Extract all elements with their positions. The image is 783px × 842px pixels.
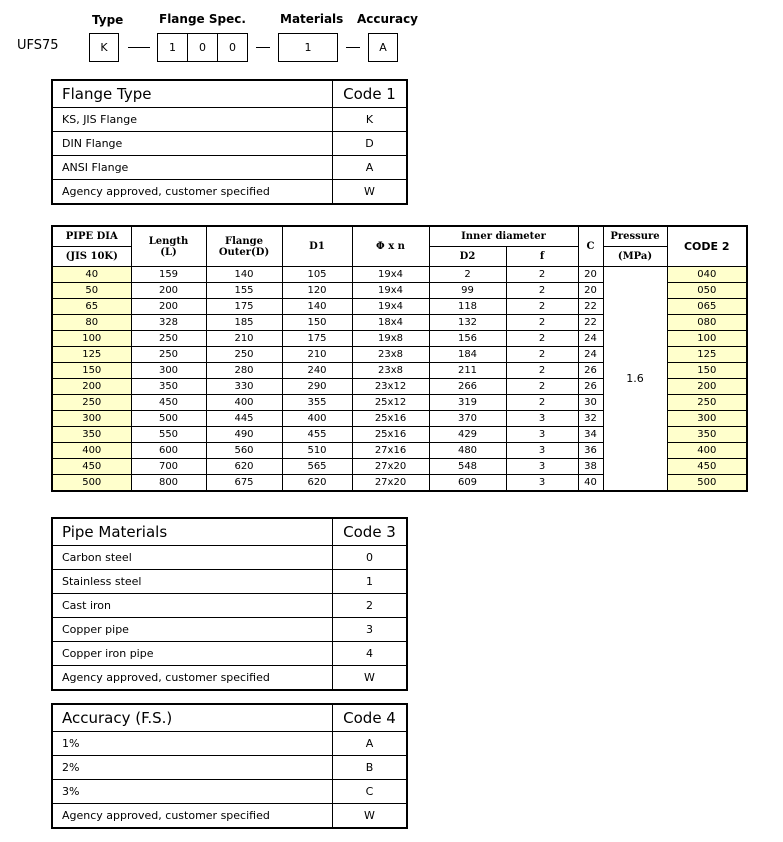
code2-cell: 100: [667, 331, 747, 347]
inner-diameter-header: Inner diameter: [429, 226, 578, 247]
code2-cell: 080: [667, 315, 747, 331]
code4-header: Code 4: [333, 704, 408, 732]
d1-cell: 565: [282, 459, 352, 475]
c-cell: 20: [578, 267, 603, 283]
pipe-dia-cell: 400: [52, 443, 131, 459]
pipe-dia-cell: 50: [52, 283, 131, 299]
phi-n-cell: 27x20: [352, 475, 429, 492]
code2-cell: 250: [667, 395, 747, 411]
c-cell: 24: [578, 347, 603, 363]
table-row: [52, 756, 407, 780]
flange-outer-cell: 675: [206, 475, 282, 492]
length-cell: 600: [131, 443, 206, 459]
c-cell: 32: [578, 411, 603, 427]
length-cell: 800: [131, 475, 206, 492]
row-code: A: [333, 156, 408, 180]
flange-spec-digit: 0: [187, 34, 217, 61]
spec-header-row: [52, 226, 747, 247]
flange-spec-code-box: [157, 33, 248, 62]
c-cell: 40: [578, 475, 603, 492]
flange-outer-cell: 280: [206, 363, 282, 379]
pipe-dia-cell: 500: [52, 475, 131, 492]
table-row: [52, 732, 407, 756]
f-cell: 3: [506, 443, 578, 459]
d2-cell: 211: [429, 363, 506, 379]
length-cell: 700: [131, 459, 206, 475]
row-label: Copper pipe: [52, 618, 333, 642]
pressure-cell: 1.6: [603, 267, 667, 492]
row-label: Cast iron: [52, 594, 333, 618]
pressure-header: Pressure: [603, 226, 667, 247]
d1-cell: 210: [282, 347, 352, 363]
f-cell: 2: [506, 379, 578, 395]
flange-type-table: [51, 79, 408, 205]
table-row: [52, 642, 407, 666]
phi-n-cell: 19x4: [352, 283, 429, 299]
row-label: 3%: [52, 780, 333, 804]
flange-outer-header: Flange Outer(D): [206, 226, 282, 267]
d2-cell: 319: [429, 395, 506, 411]
d1-cell: 510: [282, 443, 352, 459]
d1-header: D1: [282, 226, 352, 267]
table-row: [52, 108, 407, 132]
d1-cell: 290: [282, 379, 352, 395]
length-cell: 300: [131, 363, 206, 379]
flange-outer-cell: 330: [206, 379, 282, 395]
flange-outer-cell: 140: [206, 267, 282, 283]
c-header: C: [578, 226, 603, 267]
f-cell: 2: [506, 315, 578, 331]
flange-outer-cell: 185: [206, 315, 282, 331]
f-cell: 3: [506, 475, 578, 492]
length-cell: 328: [131, 315, 206, 331]
d2-cell: 118: [429, 299, 506, 315]
row-code: C: [333, 780, 408, 804]
d1-cell: 355: [282, 395, 352, 411]
row-label: DIN Flange: [52, 132, 333, 156]
accuracy-code-value: A: [379, 41, 387, 54]
table-row: [52, 267, 747, 283]
accuracy-label: Accuracy: [357, 12, 419, 26]
code2-cell: 400: [667, 443, 747, 459]
pipe-dia-header: PIPE DIA: [52, 226, 131, 247]
row-code: 3: [333, 618, 408, 642]
f-header: f: [506, 247, 578, 267]
table-row: [52, 618, 407, 642]
code2-cell: 050: [667, 283, 747, 299]
c-cell: 24: [578, 331, 603, 347]
pipe-dia-cell: 80: [52, 315, 131, 331]
accuracy-header: Accuracy (F.S.): [52, 704, 333, 732]
d1-cell: 400: [282, 411, 352, 427]
accuracy-table: [51, 703, 408, 829]
flange-outer-cell: 490: [206, 427, 282, 443]
length-cell: 450: [131, 395, 206, 411]
table-row: [52, 780, 407, 804]
phi-n-cell: 27x20: [352, 459, 429, 475]
table-row: [52, 546, 407, 570]
phi-n-cell: 25x12: [352, 395, 429, 411]
row-label: ANSI Flange: [52, 156, 333, 180]
length-cell: 500: [131, 411, 206, 427]
f-cell: 3: [506, 411, 578, 427]
phi-n-cell: 19x4: [352, 267, 429, 283]
d2-cell: 480: [429, 443, 506, 459]
c-cell: 26: [578, 379, 603, 395]
pipe-dia-cell: 200: [52, 379, 131, 395]
c-cell: 22: [578, 315, 603, 331]
code2-cell: 500: [667, 475, 747, 492]
row-code: K: [333, 108, 408, 132]
pipe-dia-cell: 40: [52, 267, 131, 283]
phi-n-cell: 19x4: [352, 299, 429, 315]
d2-cell: 266: [429, 379, 506, 395]
f-cell: 3: [506, 427, 578, 443]
code2-header: CODE 2: [667, 226, 747, 267]
table-header-row: [52, 80, 407, 108]
d2-cell: 2: [429, 267, 506, 283]
row-code: W: [333, 804, 408, 829]
table-row: [52, 594, 407, 618]
row-label: Copper iron pipe: [52, 642, 333, 666]
table-row: [52, 132, 407, 156]
type-label: Type: [92, 13, 124, 27]
f-cell: 2: [506, 299, 578, 315]
length-cell: 250: [131, 331, 206, 347]
row-code: W: [333, 666, 408, 691]
pipe-dia-cell: 450: [52, 459, 131, 475]
phi-n-cell: 19x8: [352, 331, 429, 347]
d1-cell: 105: [282, 267, 352, 283]
pipe-spec-table: [51, 225, 748, 492]
c-cell: 38: [578, 459, 603, 475]
code2-cell: 450: [667, 459, 747, 475]
f-cell: 3: [506, 459, 578, 475]
phi-n-cell: 25x16: [352, 411, 429, 427]
d2-cell: 370: [429, 411, 506, 427]
d2-cell: 184: [429, 347, 506, 363]
pipe-dia-cell: 300: [52, 411, 131, 427]
f-cell: 2: [506, 283, 578, 299]
f-cell: 2: [506, 363, 578, 379]
d2-cell: 156: [429, 331, 506, 347]
d2-cell: 99: [429, 283, 506, 299]
row-code: B: [333, 756, 408, 780]
phi-n-cell: 27x16: [352, 443, 429, 459]
model-prefix: UFS75: [17, 38, 59, 53]
code2-cell: 040: [667, 267, 747, 283]
pipe-dia-cell: 125: [52, 347, 131, 363]
flange-outer-cell: 210: [206, 331, 282, 347]
c-cell: 34: [578, 427, 603, 443]
length-cell: 250: [131, 347, 206, 363]
flange-outer-cell: 400: [206, 395, 282, 411]
row-label: 2%: [52, 756, 333, 780]
pressure-subheader: (MPa): [603, 247, 667, 267]
d1-cell: 150: [282, 315, 352, 331]
materials-label: Materials: [280, 12, 344, 26]
code2-cell: 350: [667, 427, 747, 443]
f-cell: 2: [506, 331, 578, 347]
f-cell: 2: [506, 347, 578, 363]
code2-cell: 200: [667, 379, 747, 395]
table-row: [52, 156, 407, 180]
row-code: 1: [333, 570, 408, 594]
row-label: Agency approved, customer specified: [52, 666, 333, 691]
flange-outer-cell: 155: [206, 283, 282, 299]
c-cell: 22: [578, 299, 603, 315]
c-cell: 20: [578, 283, 603, 299]
separator-dash: [128, 47, 150, 48]
flange-type-header: Flange Type: [52, 80, 333, 108]
separator-dash: [346, 47, 360, 48]
code3-header: Code 3: [333, 518, 408, 546]
pipe-dia-cell: 65: [52, 299, 131, 315]
length-cell: 550: [131, 427, 206, 443]
c-cell: 30: [578, 395, 603, 411]
separator-dash: [256, 47, 270, 48]
d1-cell: 120: [282, 283, 352, 299]
row-label: Agency approved, customer specified: [52, 180, 333, 205]
type-code-box: [89, 33, 119, 62]
row-label: Agency approved, customer specified: [52, 804, 333, 829]
d1-cell: 140: [282, 299, 352, 315]
length-cell: 200: [131, 299, 206, 315]
code2-cell: 300: [667, 411, 747, 427]
row-code: A: [333, 732, 408, 756]
type-code-value: K: [100, 41, 108, 54]
table-row: [52, 570, 407, 594]
d2-cell: 548: [429, 459, 506, 475]
pipe-materials-table: [51, 517, 408, 691]
c-cell: 26: [578, 363, 603, 379]
accuracy-code-box: [368, 33, 398, 62]
materials-code-box: [278, 33, 338, 62]
pipe-dia-cell: 350: [52, 427, 131, 443]
code2-cell: 065: [667, 299, 747, 315]
code2-cell: 150: [667, 363, 747, 379]
pipe-dia-cell: 100: [52, 331, 131, 347]
materials-code-value: 1: [304, 41, 312, 54]
phi-n-cell: 18x4: [352, 315, 429, 331]
row-code: W: [333, 180, 408, 205]
phi-n-cell: 23x12: [352, 379, 429, 395]
f-cell: 2: [506, 267, 578, 283]
phi-n-cell: 25x16: [352, 427, 429, 443]
row-label: Carbon steel: [52, 546, 333, 570]
length-cell: 159: [131, 267, 206, 283]
row-label: Stainless steel: [52, 570, 333, 594]
phi-n-cell: 23x8: [352, 363, 429, 379]
row-label: KS, JIS Flange: [52, 108, 333, 132]
f-cell: 2: [506, 395, 578, 411]
flange-outer-cell: 445: [206, 411, 282, 427]
d2-cell: 429: [429, 427, 506, 443]
row-code: 0: [333, 546, 408, 570]
code2-cell: 125: [667, 347, 747, 363]
d1-cell: 620: [282, 475, 352, 492]
flange-spec-digit: 1: [169, 41, 176, 54]
c-cell: 36: [578, 443, 603, 459]
row-code: 4: [333, 642, 408, 666]
length-header: Length (L): [131, 226, 206, 267]
phi-n-header: Φ x n: [352, 226, 429, 267]
pipe-dia-cell: 250: [52, 395, 131, 411]
table-row: [52, 804, 407, 829]
table-row: [52, 666, 407, 691]
length-cell: 350: [131, 379, 206, 395]
d1-cell: 175: [282, 331, 352, 347]
pipe-dia-cell: 150: [52, 363, 131, 379]
flange-spec-label: Flange Spec.: [159, 12, 246, 26]
table-header-row: [52, 704, 407, 732]
length-cell: 200: [131, 283, 206, 299]
flange-outer-cell: 560: [206, 443, 282, 459]
code1-header: Code 1: [333, 80, 408, 108]
d2-header: D2: [429, 247, 506, 267]
table-header-row: [52, 518, 407, 546]
d2-cell: 609: [429, 475, 506, 492]
phi-n-cell: 23x8: [352, 347, 429, 363]
flange-outer-cell: 620: [206, 459, 282, 475]
d2-cell: 132: [429, 315, 506, 331]
flange-outer-cell: 175: [206, 299, 282, 315]
row-code: 2: [333, 594, 408, 618]
table-row: [52, 180, 407, 205]
flange-spec-digit: 0: [217, 34, 247, 61]
row-label: 1%: [52, 732, 333, 756]
flange-outer-cell: 250: [206, 347, 282, 363]
pipe-dia-subheader: (JIS 10K): [52, 247, 131, 267]
d1-cell: 455: [282, 427, 352, 443]
row-code: D: [333, 132, 408, 156]
pipe-materials-header: Pipe Materials: [52, 518, 333, 546]
d1-cell: 240: [282, 363, 352, 379]
